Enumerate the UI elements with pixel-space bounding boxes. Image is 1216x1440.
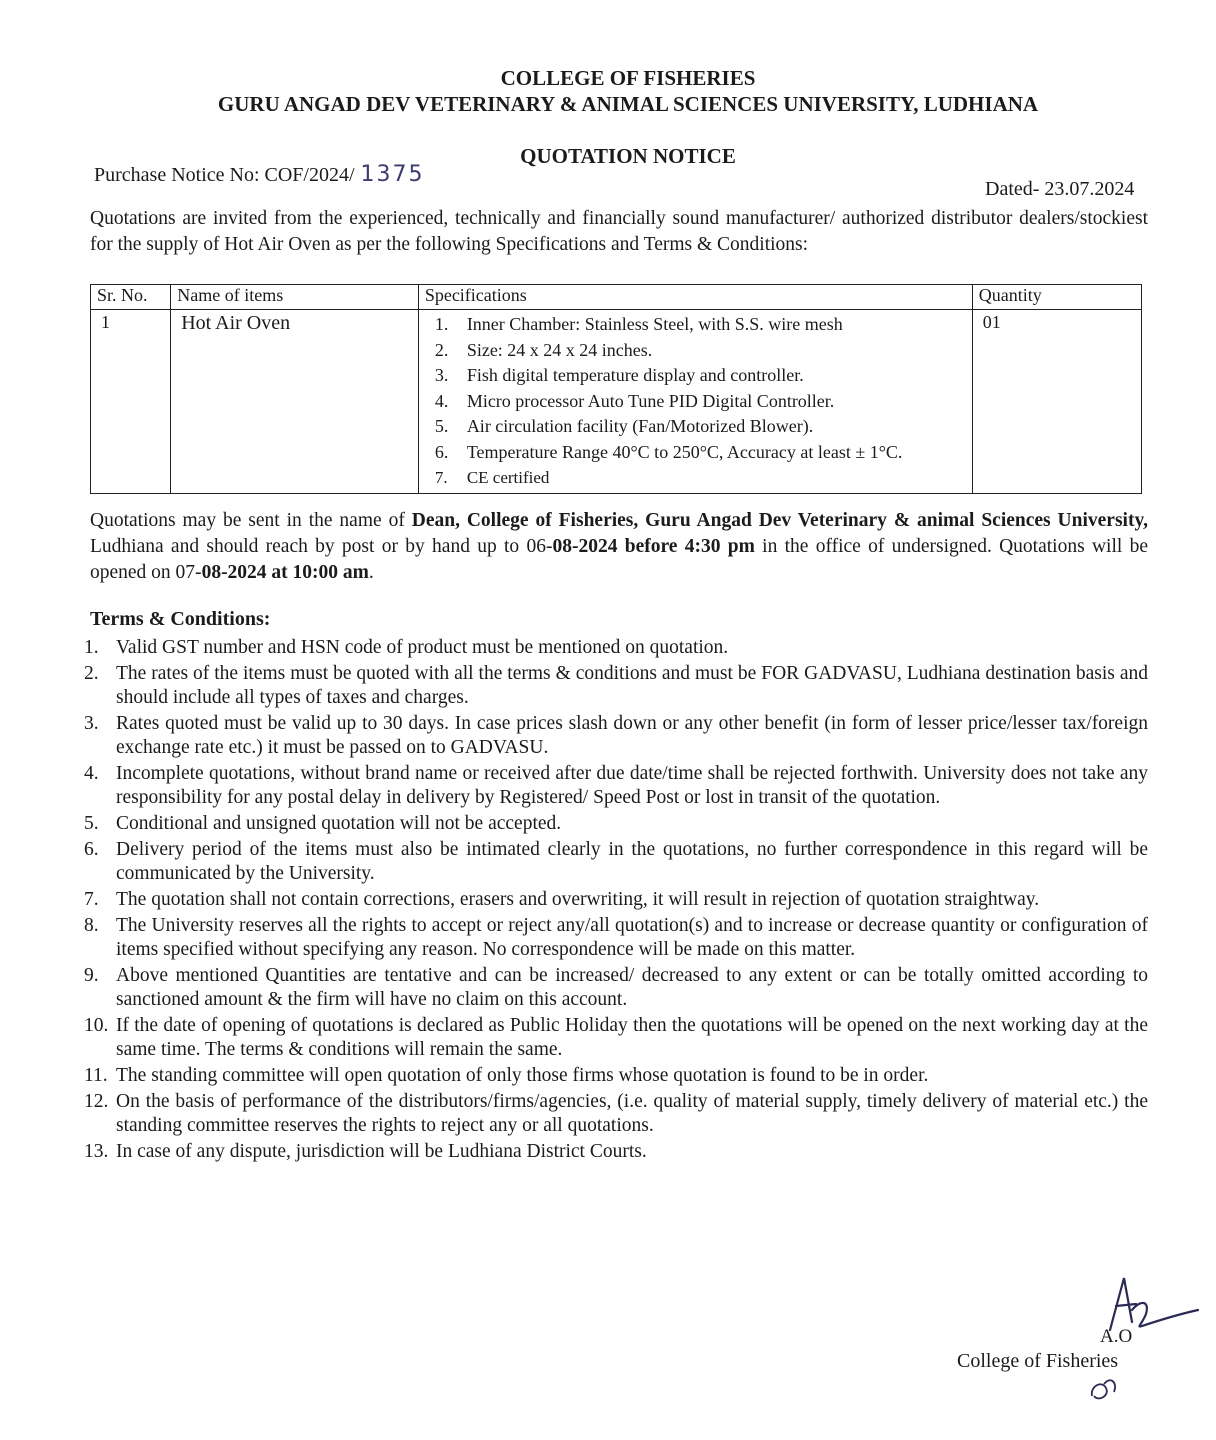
- term-text: The standing committee will open quotation of only those firms whose quotation is found to be in order.: [116, 1065, 929, 1086]
- term-text: The rates of the items must be quoted with all the terms & conditions and must be FOR GADVASU, Ludhiana destination basis and should include all types of taxes and charges.: [116, 663, 1148, 708]
- college-name: COLLEGE OF FISHERIES: [500, 66, 756, 90]
- term-number: 9.: [84, 965, 99, 986]
- notice-title: QUOTATION NOTICE: [520, 144, 736, 168]
- term-item: [84, 636, 1148, 660]
- term-text: Incomplete quotations, without brand name or received after due date/time shall be rejected forthwith. University does not take any responsibility for any postal delay in delivery by Registered/ Speed Post or lost in transit of the quotation.: [116, 763, 1148, 808]
- signatory-office: College of Fisheries: [957, 1350, 1119, 1372]
- spec-list: [429, 312, 962, 491]
- term-number: 10.: [84, 1015, 109, 1036]
- spec-item: [429, 440, 962, 466]
- term-text: Conditional and unsigned quotation will not be accepted.: [116, 813, 562, 834]
- spec-number: 4.: [434, 390, 449, 411]
- spec-text: CE certified: [466, 468, 550, 487]
- opening-date: 08-2024 at 10:00 am: [201, 562, 369, 583]
- term-item: [84, 712, 1148, 760]
- intro-paragraph: Quotations are invited from the experienced, technically and financially sound manufacturer/ authorized distributor dealers/stockiest for the supply of Hot Air Oven as per the following Specifications and Terms & Conditions:: [90, 208, 1148, 255]
- term-text: Delivery period of the items must also be intimated clearly in the quotations, no further correspondence in this regard will be communicated by the University.: [116, 839, 1148, 884]
- table-row: [91, 310, 1142, 494]
- term-item: [84, 662, 1148, 710]
- spec-text: Micro processor Auto Tune PID Digital Controller.: [466, 390, 835, 411]
- term-number: 7.: [84, 889, 99, 910]
- term-number: 6.: [84, 839, 99, 860]
- term-text: Above mentioned Quantities are tentative and can be increased/ decreased to any extent or can be totally omitted according to sanctioned amount & the firm will have no claim on this account.: [116, 965, 1148, 1010]
- notice-date: Dated- 23.07.2024: [985, 178, 1135, 200]
- term-item: [84, 762, 1148, 810]
- header-name-of-items: Name of items: [171, 285, 419, 310]
- initials-mark-icon: [1084, 1366, 1124, 1406]
- term-item: [84, 838, 1148, 886]
- university-name: GURU ANGAD DEV VETERINARY & ANIMAL SCIENCES UNIVERSITY, LUDHIANA: [217, 92, 1039, 116]
- spec-text: Inner Chamber: Stainless Steel, with S.S. wire mesh: [466, 314, 843, 334]
- spec-item: [429, 465, 962, 491]
- term-number: 3.: [84, 713, 99, 734]
- term-text: The University reserves all the rights to accept or reject any/all quotation(s) and to increase or decrease quantity or configuration of items specified without specifying any reason. No correspondence will be made on this matter.: [116, 915, 1148, 960]
- spec-text: Fish digital temperature display and controller.: [466, 365, 804, 385]
- submission-text: Quotations may be sent in the name of: [90, 510, 412, 531]
- cell-sr-no: 1: [91, 310, 171, 494]
- term-text: On the basis of performance of the distributors/firms/agencies, (i.e. quality of material supply, timely delivery of material etc.) the standing committee reserves the rights to reject any or all quotations.: [116, 1091, 1148, 1136]
- submission-text: Ludhiana and should reach by post or by hand up to 06-: [90, 536, 553, 557]
- submission-deadline: 08-2024 before 4:30 pm: [552, 536, 755, 557]
- term-item: [84, 1140, 1148, 1164]
- signatory-designation: A.O: [1100, 1326, 1133, 1347]
- term-item: [84, 964, 1148, 1012]
- spec-text: Size: 24 x 24 x 24 inches.: [466, 339, 653, 360]
- spec-number: 6.: [434, 441, 449, 462]
- term-text: The quotation shall not contain corrections, erasers and overwriting, it will result in rejection of quotation straightway.: [116, 889, 1040, 910]
- spec-item: [429, 338, 962, 364]
- cell-specifications: [418, 310, 972, 494]
- spec-number: 7.: [434, 468, 448, 487]
- term-text: Rates quoted must be valid up to 30 days. In case prices slash down or any other benefit (in form of lesser price/lesser tax/foreign exchange rate etc.) it must be passed on to GADVASU.: [116, 713, 1148, 758]
- spec-text: Temperature Range 40°C to 250°C, Accuracy at least ± 1°C.: [466, 441, 903, 462]
- term-item: [84, 1090, 1148, 1138]
- spec-item: [429, 389, 962, 415]
- term-item: [84, 812, 1148, 836]
- purchase-notice-number: [94, 162, 425, 187]
- cell-item-name: Hot Air Oven: [171, 310, 419, 494]
- term-item: [84, 914, 1148, 962]
- purchase-notice-label: Purchase Notice No: COF/2024/: [94, 164, 355, 186]
- term-number: 11.: [84, 1065, 108, 1086]
- table-header-row: [91, 285, 1142, 310]
- term-item: [84, 1014, 1148, 1062]
- handwritten-notice-number: 1375: [360, 162, 425, 187]
- header-specifications: Specifications: [418, 285, 972, 310]
- signature-image: [1080, 1270, 1200, 1340]
- term-number: 5.: [84, 813, 99, 834]
- term-item: [84, 1064, 1148, 1088]
- term-text: If the date of opening of quotations is declared as Public Holiday then the quotations will be opened on the next working day at the same time. The terms & conditions will remain the same.: [116, 1015, 1148, 1060]
- submission-text: in the office of undersigned. Quotations will be opened on 07-: [90, 536, 1148, 583]
- term-number: 12.: [84, 1091, 109, 1112]
- submission-paragraph: [90, 508, 1148, 586]
- term-text: In case of any dispute, jurisdiction will be Ludhiana District Courts.: [116, 1141, 647, 1162]
- term-number: 2.: [84, 663, 99, 684]
- term-text: Valid GST number and HSN code of product must be mentioned on quotation.: [116, 637, 729, 658]
- terms-list: [84, 636, 1148, 1166]
- specifications-table: [90, 284, 1142, 494]
- header-quantity: Quantity: [972, 285, 1141, 310]
- spec-number: 3.: [434, 365, 449, 385]
- spec-number: 2.: [434, 339, 449, 360]
- cell-quantity: 01: [972, 310, 1141, 494]
- term-number: 13.: [84, 1141, 109, 1162]
- submission-addressee: Dean, College of Fisheries, Guru Angad Dev Veterinary & animal Sciences University,: [411, 510, 1148, 531]
- spec-item: [429, 312, 962, 338]
- spec-item: [429, 414, 962, 440]
- spec-number: 1.: [434, 314, 449, 334]
- submission-text: .: [368, 562, 374, 583]
- spec-number: 5.: [434, 416, 449, 436]
- spec-text: Air circulation facility (Fan/Motorized Blower).: [466, 416, 814, 436]
- terms-heading: Terms & Conditions:: [90, 608, 271, 630]
- header-sr-no: Sr. No.: [91, 285, 171, 310]
- term-item: [84, 888, 1148, 912]
- term-number: 4.: [84, 763, 99, 784]
- term-number: 1.: [84, 637, 99, 658]
- term-number: 8.: [84, 915, 99, 936]
- spec-item: [429, 363, 962, 389]
